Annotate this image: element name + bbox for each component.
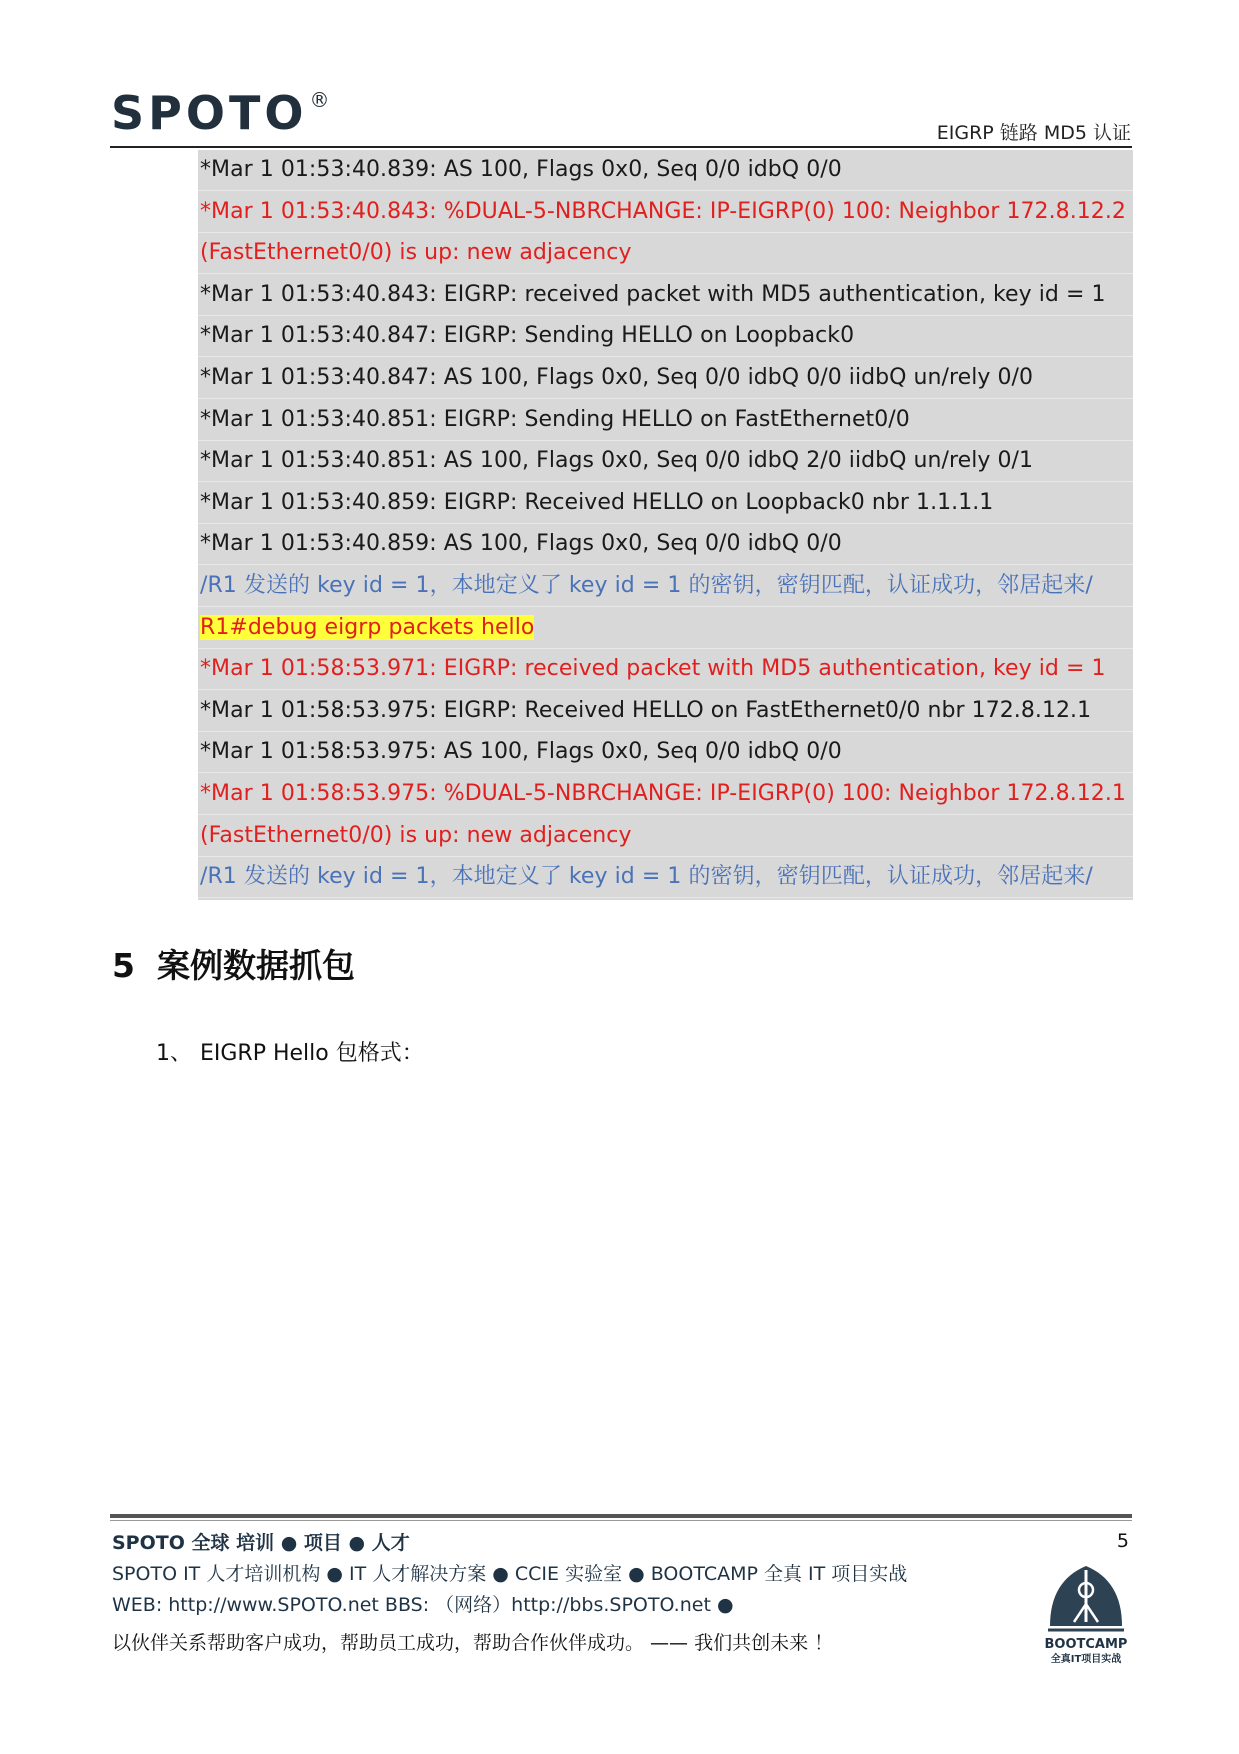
code-line-text: *Mar 1 01:53:40.839: AS 100, Flags 0x0, Seq 0/0 idbQ 0/0 — [200, 157, 842, 182]
code-line — [198, 400, 1133, 441]
footer-divider — [110, 1514, 1132, 1518]
code-line — [198, 358, 1133, 399]
bootcamp-badge — [1040, 1560, 1132, 1668]
spoto-logo — [111, 86, 333, 140]
code-line — [198, 316, 1133, 357]
code-line-text: *Mar 1 01:53:40.843: %DUAL-5-NBRCHANGE: IP-EIGRP(0) 100: Neighbor 172.8.12.2 — [200, 198, 1126, 224]
section-number: 5 — [112, 946, 135, 985]
code-line-text: *Mar 1 01:58:53.975: AS 100, Flags 0x0, Seq 0/0 idbQ 0/0 — [200, 739, 842, 765]
code-line — [198, 441, 1133, 482]
code-line-text: *Mar 1 01:58:53.975: EIGRP: Received HELLO on FastEthernet0/0 nbr 172.8.12.1 — [200, 697, 1092, 723]
section-heading — [112, 940, 355, 987]
badge-subtitle: 全真IT项目实战 — [1050, 1654, 1122, 1665]
code-line — [198, 857, 1133, 898]
code-line — [198, 566, 1133, 607]
code-line-text: (FastEthernet0/0) is up: new adjacency — [200, 240, 632, 266]
list-item-text: EIGRP Hello 包格式： — [200, 1041, 424, 1066]
footer-links: WEB: http://www.SPOTO.net BBS: （网络）http://bbs.SPOTO.net ● — [112, 1594, 734, 1616]
code-line-text: *Mar 1 01:53:40.859: EIGRP: Received HELLO on Loopback0 nbr 1.1.1.1 — [200, 489, 994, 515]
logo-text: SPOTO — [111, 86, 308, 140]
code-line — [198, 649, 1133, 690]
code-line-text: /R1 发送的 key id = 1，本地定义了 key id = 1 的密钥，密钥匹配，认证成功，邻居起来/ — [200, 573, 1093, 598]
code-line-text: (FastEthernet0/0) is up: new adjacency — [200, 822, 632, 848]
code-line — [198, 732, 1133, 773]
code-line — [198, 192, 1133, 233]
code-line-text: *Mar 1 01:53:40.851: EIGRP: Sending HELLO on FastEthernet0/0 — [200, 406, 910, 432]
section-title: 案例数据抓包 — [156, 946, 355, 985]
footer-slogan: SPOTO 全球 培训 ● 项目 ● 人才 — [112, 1532, 410, 1554]
registered-mark: ® — [309, 87, 334, 112]
footer-services: SPOTO IT 人才培训机构 ● IT 人才解决方案 ● CCIE 实验室 ● BOOTCAMP 全真 IT 项目实战 — [112, 1563, 908, 1585]
code-line — [198, 233, 1133, 274]
code-line — [198, 524, 1133, 565]
code-line — [198, 150, 1133, 191]
code-line-text: *Mar 1 01:58:53.975: %DUAL-5-NBRCHANGE: IP-EIGRP(0) 100: Neighbor 172.8.12.1 — [200, 781, 1126, 806]
code-line — [198, 275, 1133, 316]
code-line-text: R1#debug eigrp packets hello — [200, 614, 535, 640]
code-line-text: *Mar 1 01:53:40.843: EIGRP: received packet with MD5 authentication, key id = 1 — [200, 281, 1106, 307]
page-number: 5 — [1116, 1530, 1129, 1552]
code-line — [198, 774, 1133, 815]
list-item-number: 1、 — [156, 1041, 192, 1066]
code-line — [198, 608, 1133, 649]
code-line-text: *Mar 1 01:53:40.859: AS 100, Flags 0x0, Seq 0/0 idbQ 0/0 — [200, 531, 842, 557]
code-line-text: *Mar 1 01:53:40.851: AS 100, Flags 0x0, Seq 0/0 idbQ 2/0 iidbQ un/rely 0/1 — [200, 448, 1034, 474]
code-line — [198, 691, 1133, 732]
header-divider — [110, 146, 1132, 148]
code-line-text: *Mar 1 01:53:40.847: AS 100, Flags 0x0, Seq 0/0 idbQ 0/0 iidbQ un/rely 0/0 — [200, 365, 1034, 390]
debug-output-block — [198, 150, 1133, 900]
code-line-text: *Mar 1 01:58:53.971: EIGRP: received packet with MD5 authentication, key id = 1 — [200, 656, 1106, 682]
footer-divider-thin — [110, 1520, 1132, 1521]
code-line — [198, 483, 1133, 524]
code-line-text: /R1 发送的 key id = 1，本地定义了 key id = 1 的密钥，密钥匹配，认证成功，邻居起来/ — [200, 864, 1093, 890]
footer-mission: 以伙伴关系帮助客户成功，帮助员工成功，帮助合作伙伴成功。 —— 我们共创未来 ！ — [112, 1632, 834, 1654]
code-line — [198, 816, 1133, 857]
document-title: EIGRP 链路 MD5 认证 — [936, 122, 1131, 144]
code-line-text: *Mar 1 01:53:40.847: EIGRP: Sending HELLO on Loopback0 — [200, 323, 855, 349]
badge-title: BOOTCAMP — [1044, 1637, 1128, 1652]
list-item — [156, 1036, 424, 1067]
